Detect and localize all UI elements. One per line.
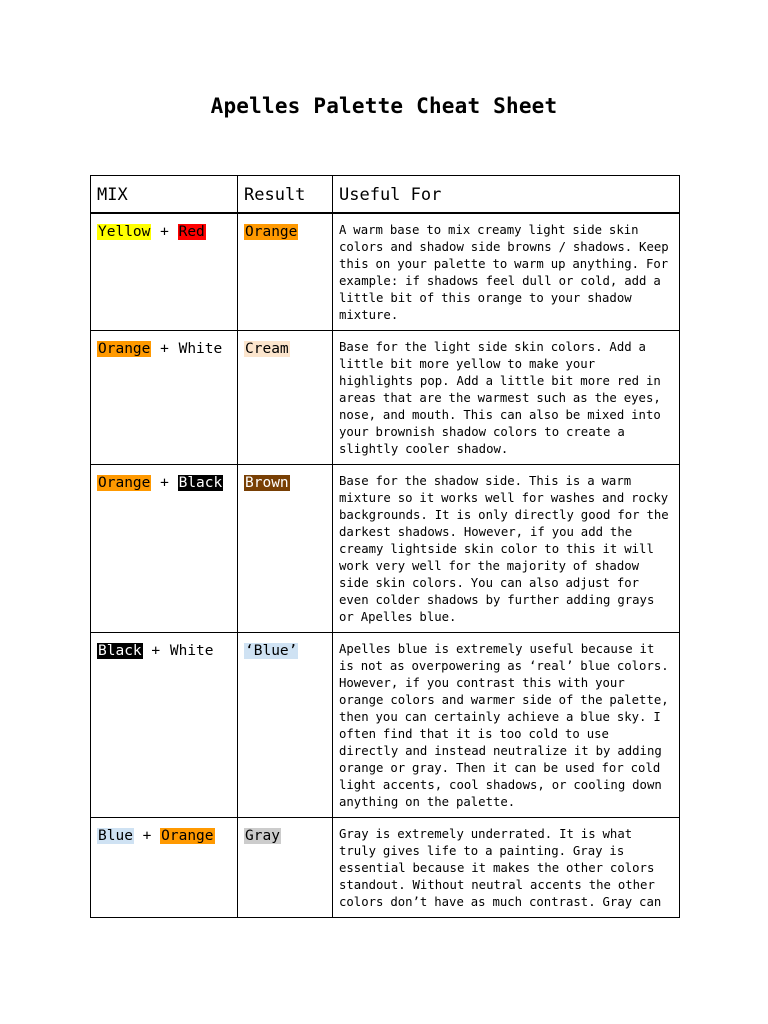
useful-for-cell: Base for the shadow side. This is a warm mixture so it works well for washes and rocky backgrounds. It is only directly good for the darkest shadows. However, if you add the creamy lightside skin color to this it will work very well for the majority of shadow side skin colors. You can also adjust for even colder shadows by further adding grays or Apelles blue. <box>333 464 680 632</box>
table-header-row <box>91 176 680 213</box>
table-row <box>91 330 680 464</box>
result-color: Gray <box>245 827 280 844</box>
table-row <box>91 213 680 331</box>
result-cell <box>238 817 333 917</box>
header-mix: MIX <box>91 176 238 213</box>
plus-sign: + <box>142 827 152 844</box>
result-color: Brown <box>245 474 289 491</box>
mix-color-a: Yellow <box>98 223 151 240</box>
mix-cell <box>91 213 238 331</box>
mix-cell <box>91 464 238 632</box>
plus-sign: + <box>160 340 169 357</box>
result-color: Orange <box>245 223 298 240</box>
useful-for-cell: A warm base to mix creamy light side skin colors and shadow side browns / shadows. Keep this on your palette to warm up anything. For example: if shadows feel dull or cold, add a little bit of this orange to your shadow mixture. <box>333 213 680 331</box>
result-cell <box>238 330 333 464</box>
result-color: ‘Blue’ <box>245 642 298 659</box>
palette-table <box>90 175 680 918</box>
header-result: Result <box>238 176 333 213</box>
plus-sign: + <box>151 642 161 659</box>
mix-cell <box>91 330 238 464</box>
useful-for-text: Gray is extremely underrated. It is what truly gives life to a painting. Gray is essential because it makes the other colors standout. Without neutral accents the other colors don’t have as much contrast. Gray can <box>339 826 662 909</box>
result-cell <box>238 213 333 331</box>
plus-sign: + <box>160 223 169 240</box>
result-cell <box>238 632 333 817</box>
useful-for-cell <box>333 817 680 917</box>
mix-color-a: Orange <box>98 474 151 491</box>
useful-for-cell: Apelles blue is extremely useful because it is not as overpowering as ‘real’ blue colors. However, if you contrast this with your orange colors and warmer side of the palette, then you can certainly achieve a blue sky. I often find that it is too cold to use directly and instead neutralize it by adding orange or gray. Then it can be used for cold light accents, cool shadows, or cooling down anything on the palette. <box>333 632 680 817</box>
result-color: Cream <box>245 340 289 357</box>
header-useful-for: Useful For <box>333 176 680 213</box>
mix-color-a: Blue <box>98 827 133 844</box>
mix-cell <box>91 817 238 917</box>
plus-sign: + <box>160 474 169 491</box>
table-row <box>91 464 680 632</box>
mix-color-b: White <box>169 642 214 659</box>
mix-color-b: Black <box>178 474 223 491</box>
mix-color-a: Orange <box>98 340 151 357</box>
mix-color-a: Black <box>98 642 142 659</box>
mix-color-b: White <box>178 340 223 357</box>
page-title: Apelles Palette Cheat Sheet <box>210 94 558 118</box>
result-cell <box>238 464 333 632</box>
mix-color-b: Orange <box>161 827 214 844</box>
table-row <box>91 817 680 917</box>
table-row <box>91 632 680 817</box>
useful-for-cell: Base for the light side skin colors. Add a little bit more yellow to make your highlights pop. Add a little bit more red in areas that are the warmest such as the eyes, nose, and mouth. This can also be mixed into your brownish shadow colors to create a slightly cooler shadow. <box>333 330 680 464</box>
mix-cell <box>91 632 238 817</box>
mix-color-b: Red <box>178 223 205 240</box>
